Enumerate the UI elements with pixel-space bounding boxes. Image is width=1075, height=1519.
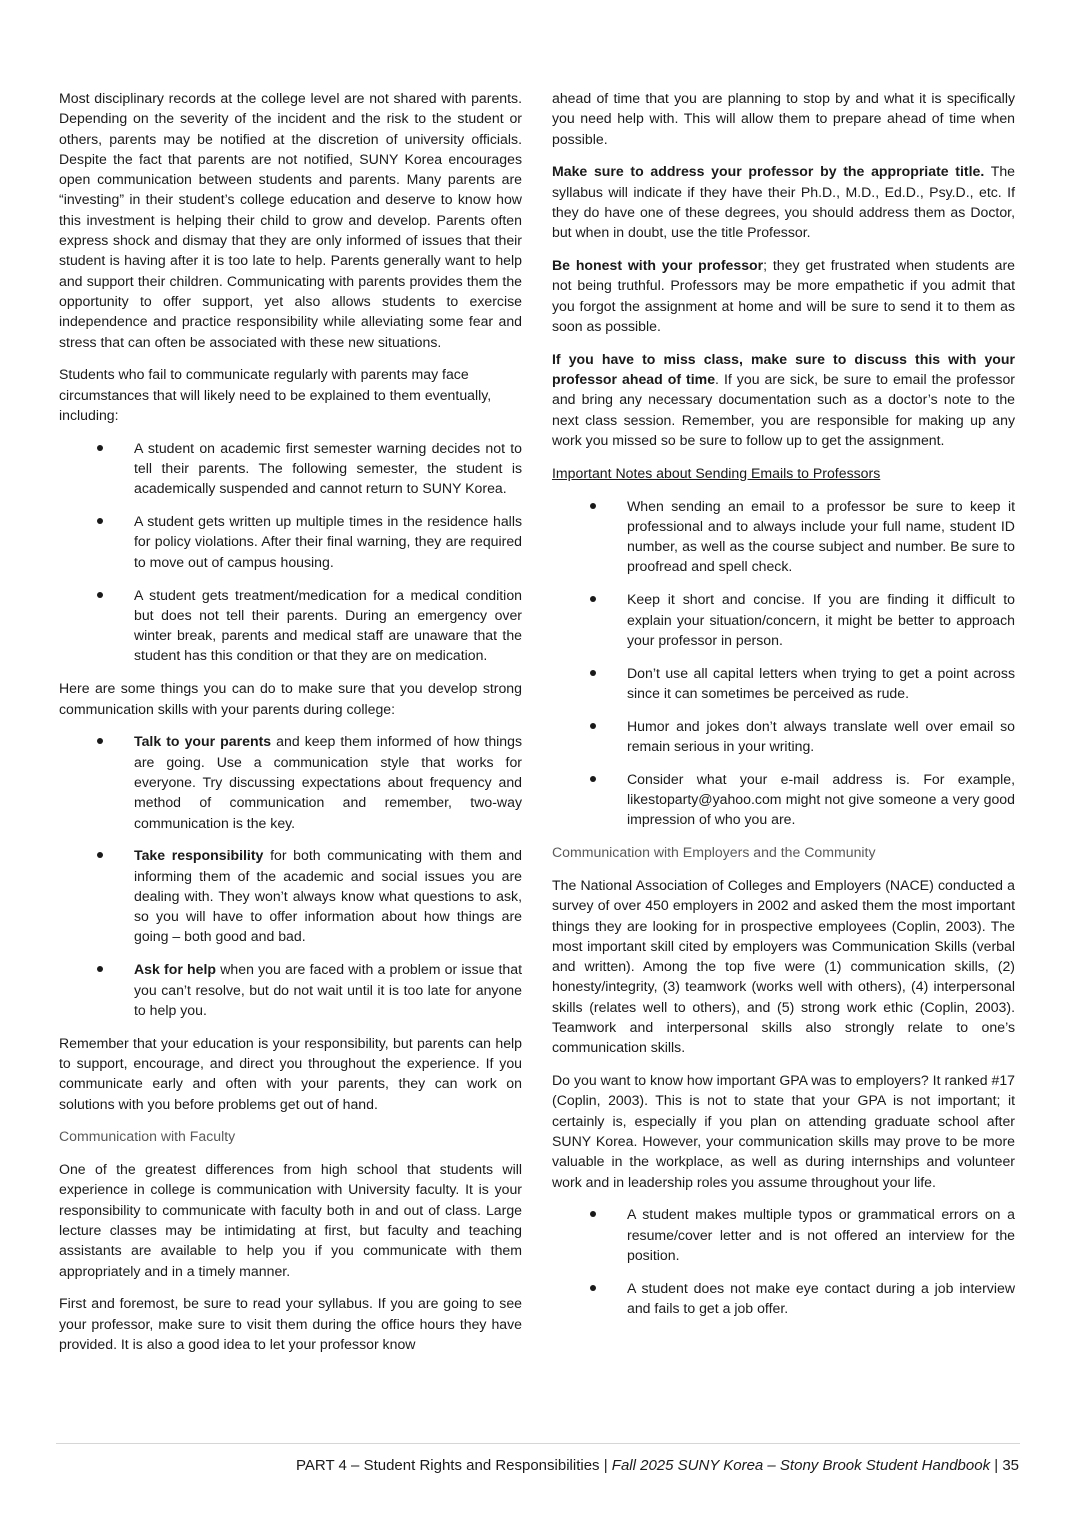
list-item: A student gets treatment/medication for a medical condition but does not tell their parents. During an emergency over winter break, parents and medical staff are unaware that the student has this condition or that they are on medication. (59, 585, 522, 666)
paragraph-failure-to-communicate: Students who fail to communicate regularly with parents may face circumstances that will likely need to be explained to them eventually, including: (59, 366, 492, 423)
page-number: 35 (1002, 1457, 1019, 1474)
tips-list (59, 731, 522, 1020)
paragraph-appropriate-title: Make sure to address your professor by the appropriate title. The syllabus will indicate if they have their Ph.D., M.D., Ed.D., Psy.D., etc. If they do have one of these degrees, you should address them as Doctor, but when in doubt, use the title Professor. (552, 163, 1015, 241)
page-footer (296, 1456, 1019, 1476)
bullet-icon (97, 966, 103, 972)
list-item: Don’t use all capital letters when trying to get a point across since it can sometimes be perceived as rude. (552, 663, 1015, 704)
left-column (59, 88, 522, 1367)
bullet-icon (97, 518, 103, 524)
bullet-icon (590, 503, 596, 509)
bullet-icon (590, 596, 596, 602)
bullet-icon (590, 670, 596, 676)
bullet-icon (97, 738, 103, 744)
employer-examples-list (552, 1204, 1015, 1318)
bullet-icon (590, 1285, 596, 1291)
list-item: Take responsibility for both communicating with them and informing them of the academic and social issues you are dealing with. They won’t always know what questions to ask, so you will have to offer information about how things are going – both good and bad. (59, 845, 522, 946)
bullet-icon (97, 852, 103, 858)
paragraph-be-honest: Be honest with your professor; they get frustrated when students are not being truthful. Professors may be more empathetic if you admit that you forgot the assignment at home and will be sure to send it to them as soon as possible. (552, 257, 1015, 334)
list-item: Consider what your e-mail address is. For example, likestoparty@yahoo.com might not give someone a very good impression of who you are. (552, 769, 1015, 830)
examples-list (59, 438, 522, 666)
footer-separator: | (599, 1457, 612, 1474)
paragraph-tips-intro: Here are some things you can do to make sure that you develop strong communication skills with your parents during college: (59, 680, 522, 717)
footer-handbook-title: Fall 2025 SUNY Korea – Stony Brook Student Handbook (611, 1457, 991, 1474)
section-heading-emails: Important Notes about Sending Emails to Professors (552, 464, 881, 481)
paragraph-syllabus: First and foremost, be sure to read your syllabus. If you are going to see your professor, make sure to visit them during the office hours they have provided. It is also a good idea to let your professor know (59, 1295, 522, 1353)
bullet-icon (590, 723, 596, 729)
paragraph-disciplinary-records: Most disciplinary records at the college level are not shared with parents. Depending on the severity of the incident and the risk to the student or others, parents may be notified at the discretion of university officials. Despite the fact that parents are not notified, SUNY Korea encourages open communication between students and parents. Many parents are “investing” in their student’s college education and deserve to know how this investment is helping their child to grow and develop. Parents often express shock and dismay that they are only informed of issues that their student is having after it is too late to help. Parents generally want to help and support their children. Communicating with parents provides them the opportunity to offer support, yet also allows students to exercise independence and practice responsibility while alleviating some fear and stress that can often be associated with these new situations. (59, 90, 522, 350)
bullet-icon (97, 445, 103, 451)
footer-divider (56, 1443, 1020, 1444)
email-notes-list (552, 496, 1015, 830)
list-item: When sending an email to a professor be sure to keep it professional and to always include your full name, student ID number, as well as the course subject and number. Be sure to proofread and spell check. (552, 496, 1015, 577)
paragraph-gpa: Do you want to know how important GPA was to employers? It ranked #17 (Coplin, 2003). This is not to state that your GPA is not important; it certainly is, especially if you plan on attending graduate school after SUNY Korea. However, your communication skills may prove to be more valuable in the workplace, as well as during internships and volunteer work and in leadership roles you assume throughout your life. (552, 1072, 1015, 1190)
section-heading-faculty: Communication with Faculty (59, 1128, 236, 1145)
list-item: Talk to your parents and keep them informed of how things are going. Use a communication style that works for everyone. Try discussing expectations about frequency and method of communication and remember, two-way communication is the key. (59, 731, 522, 832)
list-item: A student does not make eye contact during a job interview and fails to get a job offer. (552, 1278, 1015, 1319)
list-item: Keep it short and concise. If you are finding it difficult to explain your situation/concern, it might be better to approach your professor in person. (552, 589, 1015, 650)
list-item: Humor and jokes don’t always translate well over email so remain serious in your writing. (552, 716, 1015, 757)
bullet-icon (590, 776, 596, 782)
list-item: A student makes multiple typos or grammatical errors on a resume/cover letter and is not offered an interview for the position. (552, 1204, 1015, 1265)
paragraph-nace-survey: The National Association of Colleges and Employers (NACE) conducted a survey of over 450 employers in 2002 and asked them the most important things they are looking for in prospective employees (Coplin, 2003). The most important skill cited by employers was Communication Skills (verbal and written). Among the top five were (1) communication skills, (2) honesty/integrity, (3) teamwork (works well with others), (4) interpersonal skills (relates well to others), and (5) strong work ethic (Coplin, 2003). Teamwork and interpersonal skills also strongly relate to one’s communication skills. (552, 877, 1015, 1056)
bullet-icon (97, 592, 103, 598)
footer-separator: | (990, 1457, 1003, 1474)
footer-section: PART 4 – Student Rights and Responsibilities (296, 1457, 600, 1474)
bullet-icon (590, 1211, 596, 1217)
list-item: A student gets written up multiple times in the residence halls for policy violations. After their final warning, they are required to move out of campus housing. (59, 511, 522, 572)
section-heading-employers: Communication with Employers and the Community (552, 844, 876, 861)
paragraph-education-responsibility: Remember that your education is your responsibility, but parents can help to support, encourage, and direct you throughout the experience. If you communicate early and often with your parents, they can work on solutions with you before problems get out of hand. (59, 1034, 522, 1112)
paragraph-faculty-differences: One of the greatest differences from high school that students will experience in college is communication with University faculty. It is your responsibility to communicate with faculty both in and out of class. Large lecture classes may be intimidating at first, but faculty and teaching assistants are available to help you if you communicate with them appropriately and in a timely manner. (59, 1161, 522, 1279)
list-item: Ask for help when you are faced with a problem or issue that you can’t resolve, but do not wait until it is too late for anyone to help you. (59, 959, 522, 1020)
paragraph-ahead-of-time: ahead of time that you are planning to stop by and what it is specifically you need help with. This will allow them to prepare ahead of time when possible. (552, 90, 1015, 147)
right-column (552, 88, 1015, 1331)
list-item: A student on academic first semester warning decides not to tell their parents. The following semester, the student is academically suspended and cannot return to SUNY Korea. (59, 438, 522, 499)
paragraph-miss-class: If you have to miss class, make sure to discuss this with your professor ahead of time. If you are sick, be sure to email the professor and bring any necessary documentation such as a doctor’s note to the next class session. Remember, you are responsible for making up any work you missed so be sure to follow up to get the assignment. (552, 350, 1015, 448)
